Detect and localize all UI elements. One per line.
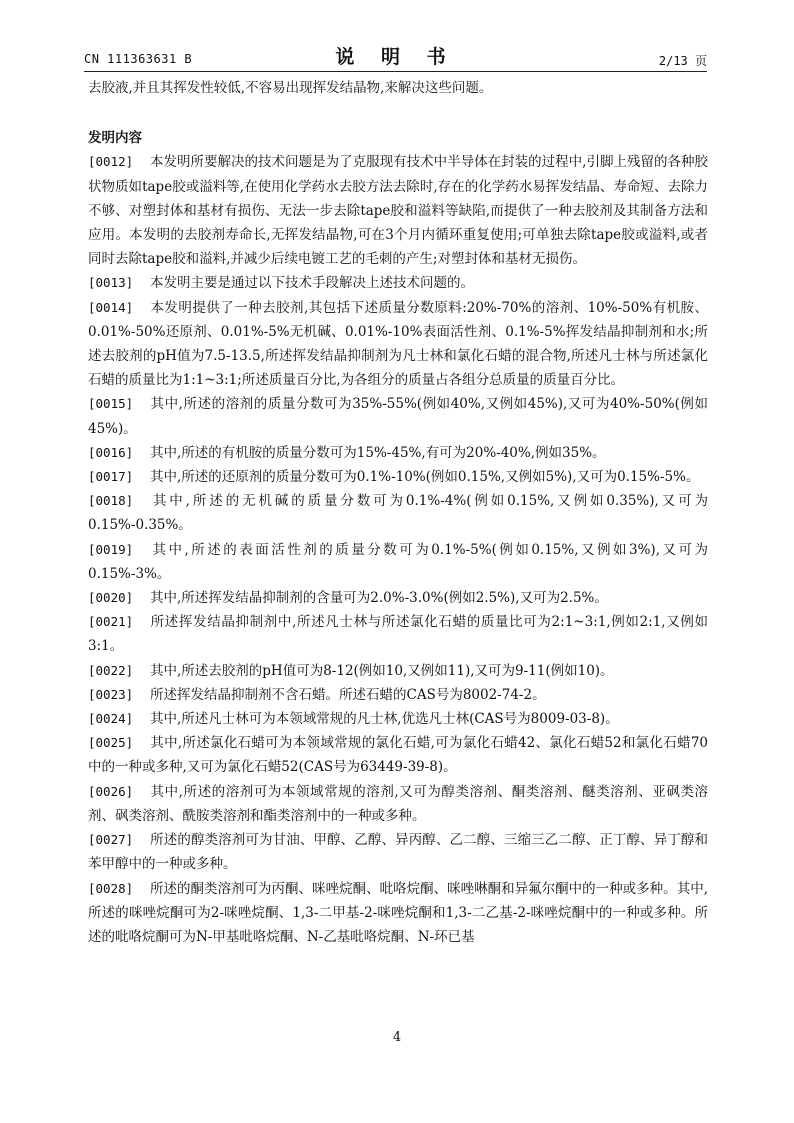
document-title: 说 明 书 [335,46,456,68]
paragraph [88,683,708,707]
paragraph-number: [0028] [88,880,134,896]
paragraph-number: [0016] [88,444,134,460]
header-divider [84,71,707,72]
paragraph-text: 其中,所述的还原剂的质量分数可为0.1%-10%(例如0.15%,又例如5%),又可为0.15%-5%。 [150,469,700,486]
paragraph-number: [0025] [88,735,134,751]
paragraph [88,441,708,465]
paragraph [88,828,708,876]
paragraph-text: 其中,所述的溶剂的质量分数可为35%-55%(例如40%,又例如45%),又可为40%-50%(例如45%)。 [88,396,708,437]
paragraph [88,271,708,295]
paragraph-number: [0012] [88,154,134,170]
paragraph-text: 所述挥发结晶抑制剂中,所述凡士林与所述氯化石蜡的质量比可为2:1~3:1,例如2:1,又例如3:1。 [88,614,708,655]
paragraph-number: [0020] [88,590,134,606]
paragraph [88,586,708,610]
paragraph-text: 其中,所述凡士林可为本领域常规的凡士林,优选凡士林(CAS号为8009-03-8)。 [150,711,619,728]
paragraph [88,707,708,731]
paragraph [88,150,708,271]
paragraph-text: 本发明主要是通过以下技术手段解决上述技术问题的。 [150,275,474,292]
paragraph [88,538,708,586]
paragraph-text: 其中,所述的溶剂可为本领域常规的溶剂,又可为醇类溶剂、酮类溶剂、醚类溶剂、亚砜类溶剂、砜类溶剂、酰胺类溶剂和酯类溶剂中的一种或多种。 [88,783,708,824]
paragraph-text: 其中,所述的有机胺的质量分数可为15%-45%,有可为20%-40%,例如35%。 [150,444,606,461]
paragraph-text: 其中,所述的无机碱的质量分数可为0.1%-4%(例如0.15%,又例如0.35%),又可为0.15%-0.35%。 [88,493,708,534]
paragraph-number: [0013] [88,275,134,291]
section-heading: 发明内容 [88,130,142,147]
paragraph-text: 所述挥发结晶抑制剂不含石蜡。所述石蜡的CAS号为8002-74-2。 [150,686,546,703]
paragraph-text: 本发明所要解决的技术问题是为了克服现有技术中半导体在封装的过程中,引脚上残留的各种胶状物质如tape胶或溢料等,在使用化学药水去胶方法去除时,存在的化学药水易挥发结晶、寿命短、去除力不够、对塑封体和基材有损伤、无法一步去除tape胶和溢料等缺陷,而提供了一种去胶剂及其制备方法和应用。本发明的去胶剂寿命长,无挥发结晶物,可在3个月内循环重复使用;可单独去除tape胶或溢料,或者同时去除tape胶和溢料,并减少后续电镀工艺的毛刺的产生;对塑封体和基材无损伤。 [88,154,708,268]
paragraph [88,296,708,393]
paragraph-text: 其中,所述氯化石蜡可为本领域常规的氯化石蜡,可为氯化石蜡42、氯化石蜡52和氯化石蜡70中的一种或多种,又可为氯化石蜡52(CAS号为63449-39-8)。 [88,735,708,776]
paragraph [88,392,708,440]
paragraph-number: [0023] [88,686,134,702]
paragraph [88,610,708,658]
paragraph-number: [0019] [88,541,134,557]
paragraph-text: 所述的酮类溶剂可为丙酮、咪唑烷酮、吡咯烷酮、咪唑啉酮和异氟尔酮中的一种或多种。其中,所述的咪唑烷酮可为2-咪唑烷酮、1,3-二甲基-2-咪唑烷酮和1,3-二乙基-2-咪唑烷酮中的一种或多种。所述的吡咯烷酮可为N-甲基吡咯烷酮、N-乙基吡咯烷酮、N-环已基 [88,880,708,945]
paragraph-number: [0026] [88,783,134,799]
paragraph-text: 本发明提供了一种去胶剂,其包括下述质量分数原料:20%-70%的溶剂、10%-50%有机胺、0.01%-50%还原剂、0.01%-5%无机碱、0.01%-10%表面活性剂、0.1%-5%挥发结晶抑制剂和水;所述去胶剂的pH值为7.5-13.5,所述挥发结晶抑制剂为凡士林和氯化石蜡的混合物,所述凡士林与所述氯化石蜡的质量比为1:1~3:1;所述质量百分比,为各组分的质量占各组分总质量的质量百分比。 [88,299,708,389]
document-body [88,76,708,949]
paragraph-number: [0014] [88,299,134,315]
paragraph-text: 其中,所述去胶剂的pH值可为8-12(例如10,又例如11),又可为9-11(例如10)。 [150,662,614,679]
page-header [84,42,707,72]
paragraph-number: [0017] [88,469,134,485]
paragraph-number: [0021] [88,614,134,630]
paragraph-number: [0027] [88,832,134,848]
paragraph-list [88,150,708,949]
paragraph [88,465,708,489]
paragraph-number: [0018] [88,493,134,509]
paragraph-text: 其中,所述的表面活性剂的质量分数可为0.1%-5%(例如0.15%,又例如3%),又可为0.15%-3%。 [88,541,708,582]
paragraph [88,731,708,779]
paragraph-number: [0024] [88,711,134,727]
paragraph [88,659,708,683]
intro-text: 去胶液,并且其挥发性较低,不容易出现挥发结晶物,来解决这些问题。 [88,80,493,96]
paragraph-text: 所述的醇类溶剂可为甘油、甲醇、乙醇、异丙醇、乙二醇、三缩三乙二醇、正丁醇、异丁醇和苯甲醇中的一种或多种。 [88,832,708,873]
paragraph-text: 其中,所述挥发结晶抑制剂的含量可为2.0%-3.0%(例如2.5%),又可为2.5%。 [150,590,608,607]
paragraph [88,489,708,537]
paragraph-number: [0015] [88,396,134,412]
patent-number: CN 111363631 B [84,52,193,66]
paragraph-number: [0022] [88,662,134,678]
paragraph [88,877,708,950]
page-info: 2/13 页 [658,54,707,68]
page-number: 4 [392,1030,402,1045]
paragraph [88,780,708,828]
